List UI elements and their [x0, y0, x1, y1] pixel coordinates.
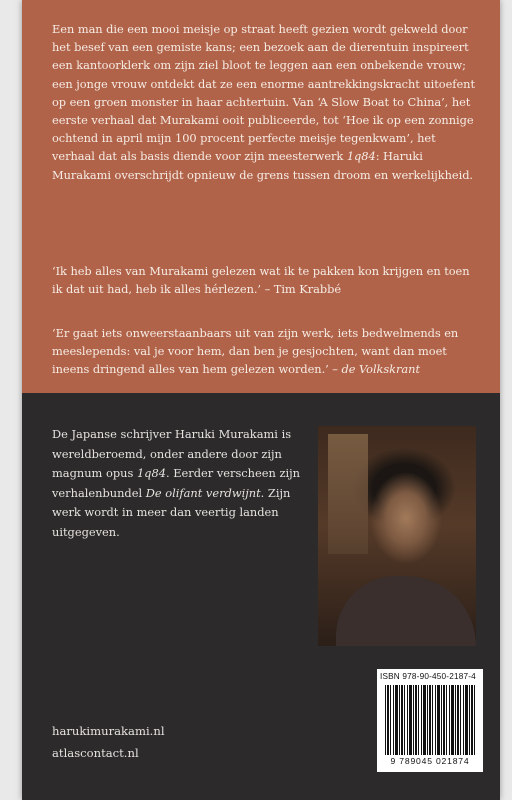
italic-text: 1q84	[136, 466, 166, 481]
review-quote-krabbe	[52, 262, 478, 298]
isbn-label: ISBN 978-90-450-2187-4	[380, 672, 476, 681]
website-links	[52, 720, 165, 764]
author-panel	[22, 393, 500, 800]
author-photo	[318, 426, 476, 646]
photo-background-window	[328, 434, 368, 554]
text-segment: ‘Er gaat iets onweerstaanbaars uit van zijn werk, iets bedwelmends en meeslepends: val je voor hem, dan ben je gesjochten, want dan moet ineens dringend alles van hem gelezen worden.’ –	[52, 326, 459, 377]
text-segment: . Eerder verscheen zijn verhalenbundel	[52, 466, 300, 500]
text-segment: De Japanse schrijver Haruki Murakami is wereldberoemd, onder andere door zijn magnum opus	[52, 427, 292, 481]
barcode-bars	[385, 685, 477, 755]
text-segment: : Haruki Murakami overschrijdt opnieuw de grens tussen droom en werkelijkheid.	[52, 149, 474, 182]
text-segment: Een man die een mooi meisje op straat heeft gezien wordt gekweld door het besef van een gemiste kans; een bezoek aan de dierentuin inspireert een kantoorklerk om zijn ziel bloot te leggen aan een onbekende vrouw; een jonge vrouw ontdekt dat ze een enorme aantrekkingskracht uitoefent op een groen monster in haar achtertuin. Van ‘A Slow Boat to China’, het eerste verhaal dat Murakami ooit publiceerde, tot ‘Hoe ik op een zonnige ochtend in april mijn 100 procent perfecte meisje tegenkwam’, het verhaal dat als basis diende voor zijn meesterwerk	[52, 22, 475, 164]
author-bio	[52, 425, 322, 543]
synopsis-panel	[22, 0, 500, 393]
text-segment: . Zijn werk wordt in meer dan veertig landen uitgegeven.	[52, 485, 291, 539]
italic-text: 1q84	[346, 149, 376, 164]
synopsis-text	[52, 20, 478, 184]
review-quote-volkskrant	[52, 324, 478, 379]
italic-text: de Volkskrant	[341, 362, 420, 377]
text-segment: ‘Ik heb alles van Murakami gelezen wat ik te pakken kon krijgen en toen ik dat uit had, heb ik alles hérlezen.’ – Tim Krabbé	[52, 264, 470, 297]
italic-text: De olifant verdwijnt	[145, 485, 261, 500]
photo-author-jacket	[336, 576, 476, 646]
link-atlascontact: atlascontact.nl	[52, 746, 139, 760]
isbn-barcode	[377, 669, 483, 772]
barcode-number: 9 789045 021874	[390, 756, 470, 766]
link-harukimurakami: harukimurakami.nl	[52, 724, 165, 738]
book-back-cover	[22, 0, 500, 800]
